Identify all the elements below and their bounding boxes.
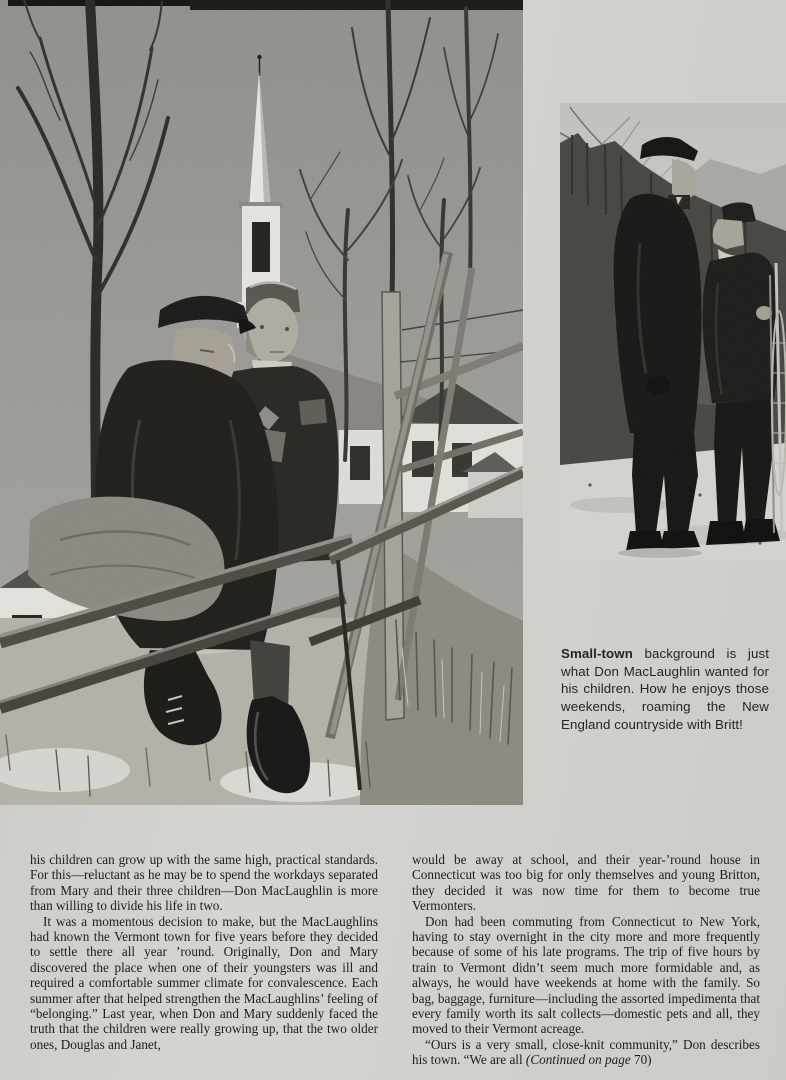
photo-grain-overlay	[560, 103, 786, 560]
photo-grain-overlay	[0, 0, 523, 805]
continued-page-number: 70)	[633, 1052, 652, 1068]
paragraph: It was a momentous decision to make, but the MacLaughlins had known the Vermont town for five years before they decided to settle there all year ’round. Originally, Don and Mary discovered the place when one of their youngsters was ill and required a comfortable summer climate for convalescence. Each summer after that helped strengthen the MacLaughlins’ feeling of “belonging.” Last year, when Don and Mary suddenly faced the truth that the children were really growing up, that the two older ones, Douglas and Janet,	[30, 913, 378, 1052]
article-column-right	[412, 852, 760, 1068]
caption-text: background is just what Don MacLaughlin wanted for his children. How he enjoys those weekends, roaming the New England countryside with Britt!	[561, 646, 769, 732]
paragraph-continuation: his children can grow up with the same high, practical standards. For this—reluctant as he may be to spend the workdays separated from Mary and their three children—Don MacLaughlin is more than willing to divide his life in two.	[30, 852, 378, 914]
paragraph: Don had been commuting from Connecticut to New York, having to stay overnight in the city more and more frequently because of some of his late programs. The trip of five hours by train to Vermont didn’t seem much more formidable and, as always, he would have weekends at home with the family. So bag, baggage, furniture—including the assorted impedimenta that every family worth its salt collects—domestic pets and all, they moved to their Vermont acreage.	[412, 913, 760, 1037]
photo-caption	[561, 645, 769, 733]
continued-note: (Continued on page	[525, 1052, 634, 1068]
paragraph-with-continuation-note	[412, 1037, 760, 1068]
paragraph-continuation: would be away at school, and their year-’round house in Connecticut was too big for only themselves and young Britton, they decided it was now time for them to become true Vermonters.	[412, 852, 760, 914]
photo-secondary-snow-scene	[560, 103, 786, 560]
photo-secondary-illustration	[560, 103, 786, 560]
caption-lead: Small-town	[561, 646, 633, 662]
photo-main-fence-scene	[0, 0, 523, 805]
photo-main-illustration	[0, 0, 523, 805]
article-column-left	[30, 852, 378, 1052]
paragraph-text: “Ours is a very small, close-knit community,” Don describes his town. “We are all	[412, 1036, 760, 1068]
